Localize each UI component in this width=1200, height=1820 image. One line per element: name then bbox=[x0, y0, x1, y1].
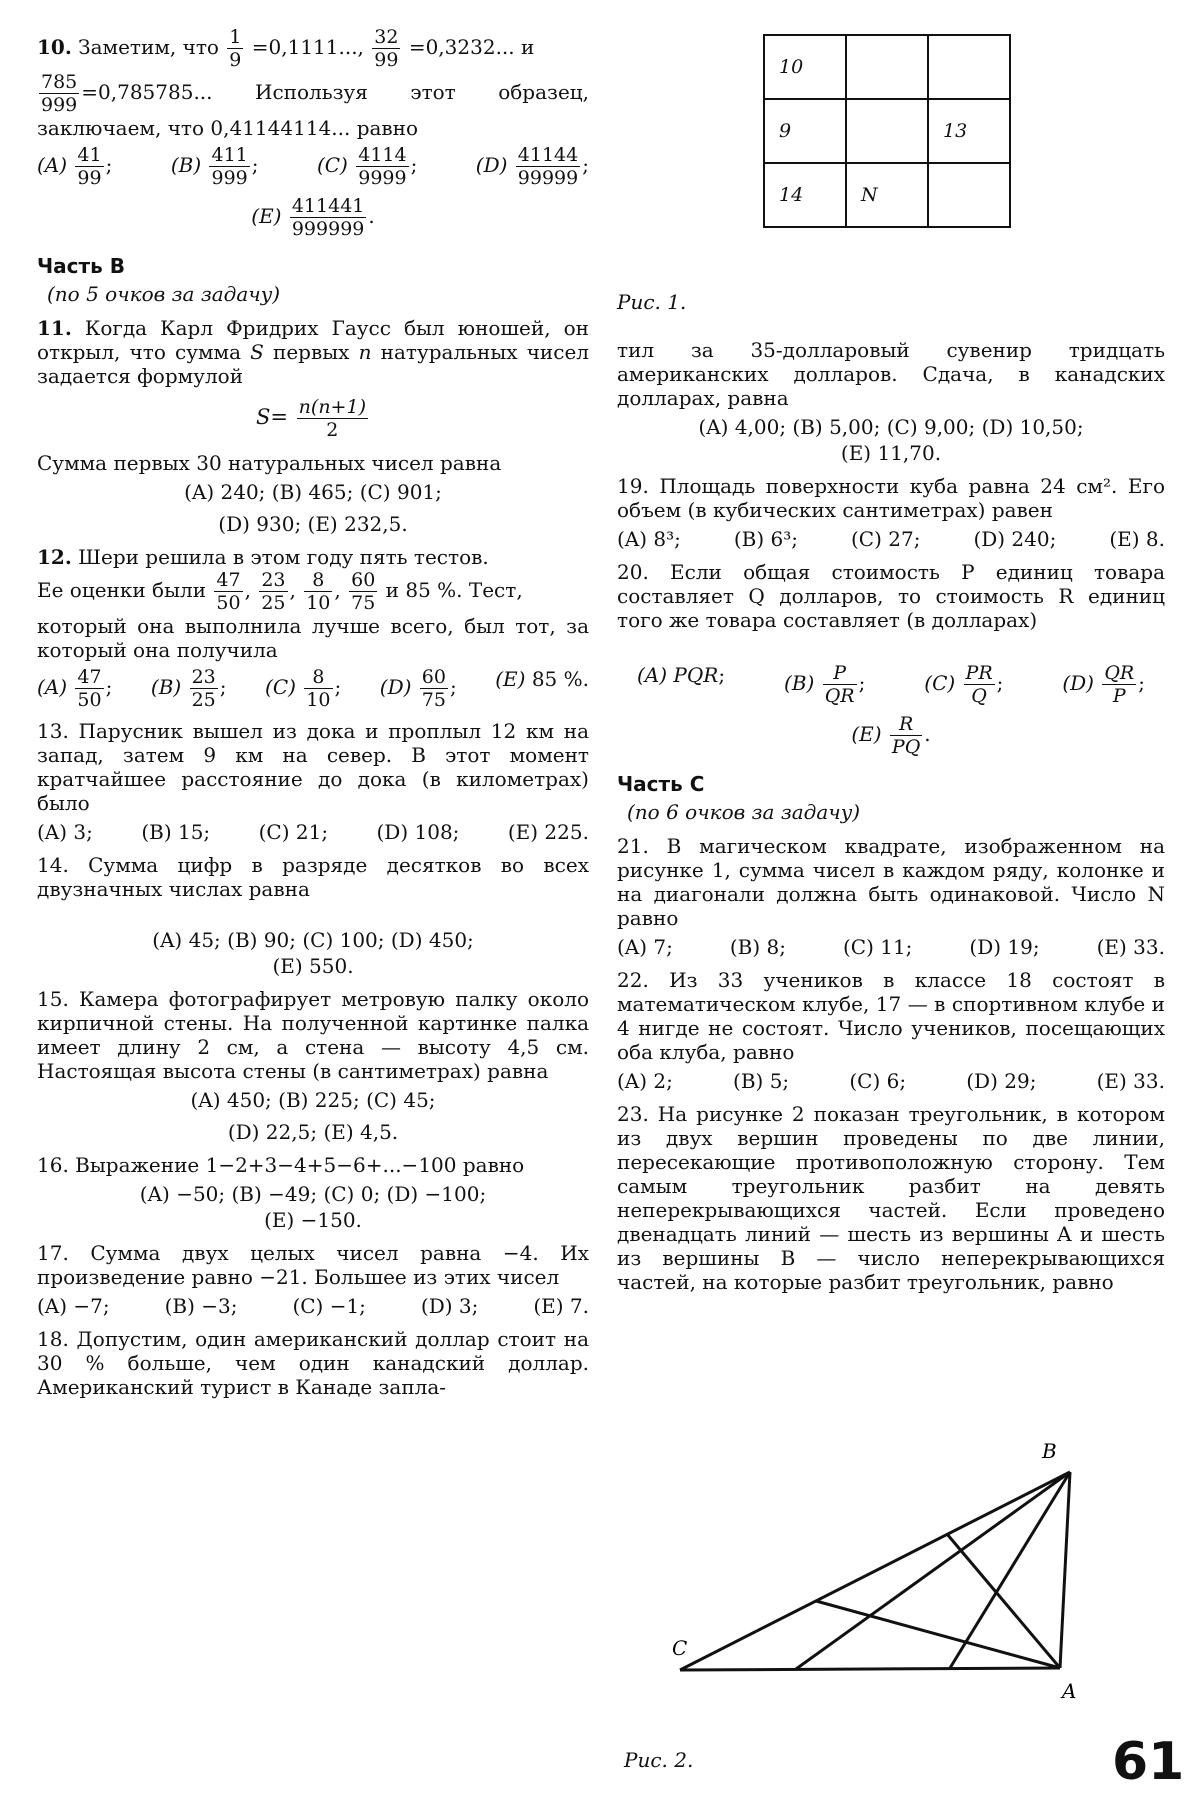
answer-b: (B) 5; bbox=[733, 1069, 790, 1093]
problem-21-answers bbox=[617, 934, 1165, 960]
page-number: 61 bbox=[1112, 1732, 1185, 1792]
answer-e: (E) 33. bbox=[1096, 1069, 1165, 1093]
answer-d: (D) 108; bbox=[376, 820, 460, 844]
cell: 10 bbox=[764, 35, 846, 99]
answer-d: (D) 3; bbox=[420, 1294, 479, 1318]
problem-18-answers-2: (E) 11,70. bbox=[840, 441, 942, 465]
problem-20 bbox=[617, 560, 1165, 758]
problem-12 bbox=[37, 545, 589, 711]
problem-10-answer-e: (E) $\frac{411441}{999999}$ . bbox=[251, 195, 375, 240]
problem-21 bbox=[617, 834, 1165, 960]
answer-e: (E) 7. bbox=[533, 1294, 589, 1318]
answer-a: (A) −7; bbox=[37, 1294, 110, 1318]
figure-1-caption: Рис. 1. bbox=[617, 290, 687, 314]
problem-22-answers bbox=[617, 1068, 1165, 1094]
cell bbox=[846, 35, 928, 99]
gauss-formula: S= $\frac{n(n+1)}{2}$ bbox=[256, 396, 366, 441]
answer-b: (B) 6³; bbox=[733, 527, 799, 551]
problem-20-text: 20. Если общая стоимость P единиц товара составляет Q долларов, то стоимость R единиц того же товара составляет (в долларах) bbox=[617, 560, 1165, 632]
problem-15-answers-1: (A) 450; (B) 225; (C) 45; bbox=[190, 1088, 436, 1112]
answer-e: (E) 33. bbox=[1096, 935, 1165, 959]
problem-17-answers bbox=[37, 1293, 589, 1319]
problem-16-text: 16. Выражение 1−2+3−4+5−6+...−100 равно bbox=[37, 1153, 525, 1177]
answer-d: (D) 29; bbox=[966, 1069, 1037, 1093]
answer-a: (A) 8³; bbox=[617, 527, 681, 551]
problem-16-answers-1: (A) −50; (B) −49; (C) 0; (D) −100; bbox=[139, 1182, 487, 1206]
answer-b: (B) 15; bbox=[141, 820, 211, 844]
cell: 9 bbox=[764, 99, 846, 163]
answer-e: (E) 8. bbox=[1109, 527, 1165, 551]
side-ca bbox=[680, 1668, 1060, 1670]
answer-d: (D) 19; bbox=[969, 935, 1040, 959]
part-c-title: Часть С bbox=[617, 772, 705, 796]
answer-e: (E) 225. bbox=[507, 820, 589, 844]
problem-13-text: 13. Парусник вышел из дока и проплыл 12 км на запад, затем 9 км на север. В этот момент кратчайшее расстояние до дока (в километрах) было bbox=[37, 719, 589, 815]
problem-22 bbox=[617, 968, 1165, 1094]
problem-11-question: Сумма первых 30 натуральных чисел равна bbox=[37, 451, 502, 475]
problem-11-answers-2: (D) 930; (E) 232,5. bbox=[218, 512, 408, 536]
problem-15-answers-2: (D) 22,5; (E) 4,5. bbox=[227, 1120, 399, 1144]
problem-22-text: 22. Из 33 учеников в классе 18 состоят в математическом клубе, 17 — в спортивном клубе и 4 нигде не состоят. Число учеников, посещающих оба клуба, равно bbox=[617, 968, 1165, 1064]
problem-19-text: 19. Площадь поверхности куба равна 24 см². Его объем (в кубических сантиметрах) равен bbox=[617, 474, 1165, 522]
problem-14-answers-1: (A) 45; (B) 90; (C) 100; (D) 450; bbox=[152, 928, 474, 952]
vertex-b-label: B bbox=[1042, 1439, 1057, 1463]
cell bbox=[928, 35, 1010, 99]
problem-11-answers-1: (A) 240; (B) 465; (C) 901; bbox=[184, 480, 442, 504]
cell bbox=[928, 163, 1010, 227]
answer-d: (D) 240; bbox=[973, 527, 1057, 551]
problem-11-text: 11. Когда Карл Фридрих Гаусс был юношей, он открыл, что сумма S первых n натуральных чисел задается формулой bbox=[37, 316, 590, 388]
answer-b: (B) 8; bbox=[729, 935, 786, 959]
problem-20-answer-e: (E) $\frac{R}{PQ}$ . bbox=[851, 713, 931, 758]
cell: 13 bbox=[928, 99, 1010, 163]
problem-21-text: 21. В магическом квадрате, изображенном на рисунке 1, сумма чисел в каждом ряду, колонке и на диагонали должна быть одинаковой. Число N равно bbox=[617, 834, 1165, 930]
problem-19 bbox=[617, 474, 1165, 552]
vertex-a-label: A bbox=[1062, 1679, 1077, 1703]
problem-10 bbox=[37, 26, 589, 240]
answer-c: (C) 6; bbox=[849, 1069, 907, 1093]
problem-15-text: 15. Камера фотографирует метровую палку около кирпичной стены. На полученной картинке палка имеет длину 2 см, а стена — высоту 4,5 см. Настоящая высота стены (в сантиметрах) равна bbox=[37, 987, 589, 1083]
problem-18-text: 18. Допустим, один американский доллар стоит на 30 % больше, чем один канадский доллар. Американский турист в Канаде запла- bbox=[37, 1327, 589, 1399]
problem-10-line1: 10. Заметим, что $\frac{1}{9}$ =0,1111..., $\frac{32}{99}$ =0,3232... и bbox=[37, 26, 535, 71]
problem-18-answers-1: (A) 4,00; (B) 5,00; (C) 9,00; (D) 10,50; bbox=[698, 415, 1084, 439]
answer-c: (C) 21; bbox=[258, 820, 329, 844]
problem-17 bbox=[37, 1241, 589, 1319]
problem-13 bbox=[37, 719, 589, 845]
answer-c: (C) 11; bbox=[842, 935, 913, 959]
part-b-points: (по 5 очков за задачу) bbox=[47, 282, 281, 306]
figure-2-caption: Рис. 2. bbox=[624, 1748, 694, 1772]
line-b-1 bbox=[796, 1472, 1070, 1669]
problem-18-continued bbox=[617, 338, 1165, 466]
answer-a: (A) 2; bbox=[617, 1069, 673, 1093]
right-column bbox=[617, 338, 1165, 1302]
left-column bbox=[37, 26, 589, 1407]
part-c-points: (по 6 очков за задачу) bbox=[627, 800, 861, 824]
problem-16 bbox=[37, 1153, 589, 1233]
problem-14-text: 14. Сумма цифр в разряде десятков во всех двузначных числах равна bbox=[37, 853, 589, 901]
problem-11 bbox=[37, 316, 589, 537]
answer-a: (A) 7; bbox=[617, 935, 673, 959]
side-cb bbox=[680, 1472, 1070, 1670]
problem-23-text: 23. На рисунке 2 показан треугольник, в котором из двух вершин проведены по две линии, пересекающие противоположную сторону. Тем самым треугольник разбит на девять неперекрывающихся частей. Если проведено двенадцать линий — шесть из вершины A и шесть из вершины B — число неперекрывающихся частей, на которые разбит треугольник, равно bbox=[617, 1102, 1165, 1294]
problem-18-cont-text: тил за 35-долларовый сувенир тридцать американских долларов. Сдача, в канадских долларах, равна bbox=[617, 338, 1165, 410]
cell bbox=[846, 99, 928, 163]
problem-12-text3: который она выполнила лучше всего, был тот, за который она получила bbox=[37, 614, 589, 662]
problem-17-text: 17. Сумма двух целых чисел равна −4. Их произведение равно −21. Большее из этих чисел bbox=[37, 1241, 589, 1289]
problem-18 bbox=[37, 1327, 589, 1399]
problem-15 bbox=[37, 987, 589, 1145]
problem-12-text1: 12. Шери решила в этом году пять тестов. bbox=[37, 545, 489, 569]
problem-14 bbox=[37, 853, 589, 979]
answer-b: (B) −3; bbox=[164, 1294, 238, 1318]
problem-14-answers-2: (E) 550. bbox=[272, 954, 354, 978]
problem-23 bbox=[617, 1102, 1165, 1294]
problem-12-text2: Ее оценки были $\frac{47}{50}$ , $\frac{23}{25}$ , $\frac{8}{10}$ , $\frac{60}{75}$ и 85 %. Тест, bbox=[37, 569, 523, 614]
line-a-1 bbox=[816, 1601, 1060, 1668]
answer-c: (C) 27; bbox=[851, 527, 921, 551]
triangle-figure bbox=[660, 1430, 1120, 1750]
part-b-title: Часть В bbox=[37, 254, 125, 278]
cell: N bbox=[846, 163, 928, 227]
problem-12-answers: (A) $\frac{47}{50}$ ; (B) $\frac{23}{25}$ ; (C) $\frac{8}{10}$ ; (D) $\frac{60}{75}$ ; (E) 85 %. bbox=[37, 666, 589, 711]
side-ba bbox=[1060, 1472, 1070, 1668]
problem-13-answers bbox=[37, 819, 589, 845]
vertex-c-label: C bbox=[672, 1636, 688, 1660]
cell: 14 bbox=[764, 163, 846, 227]
answer-a: (A) 3; bbox=[37, 820, 93, 844]
magic-square bbox=[763, 34, 1011, 228]
problem-20-answers: (A) PQR; (B) $\frac{P}{QR}$ ; (C) $\frac{PR}{Q}$ ; (D) $\frac{QR}{P}$ ; bbox=[637, 662, 1145, 707]
problem-16-answers-2: (E) −150. bbox=[264, 1208, 362, 1232]
problem-19-answers bbox=[617, 526, 1165, 552]
answer-c: (C) −1; bbox=[292, 1294, 366, 1318]
problem-10-line2: $\frac{785}{999}$ =0,785785... Используя этот образец, заключаем, что 0,41144114... равно bbox=[37, 71, 589, 140]
problem-10-answers: (A) $\frac{41}{99}$ ; (B) $\frac{411}{999}$ ; (C) $\frac{4114}{9999}$ ; (D) $\frac{41144}{99999}$ ; bbox=[37, 144, 589, 189]
